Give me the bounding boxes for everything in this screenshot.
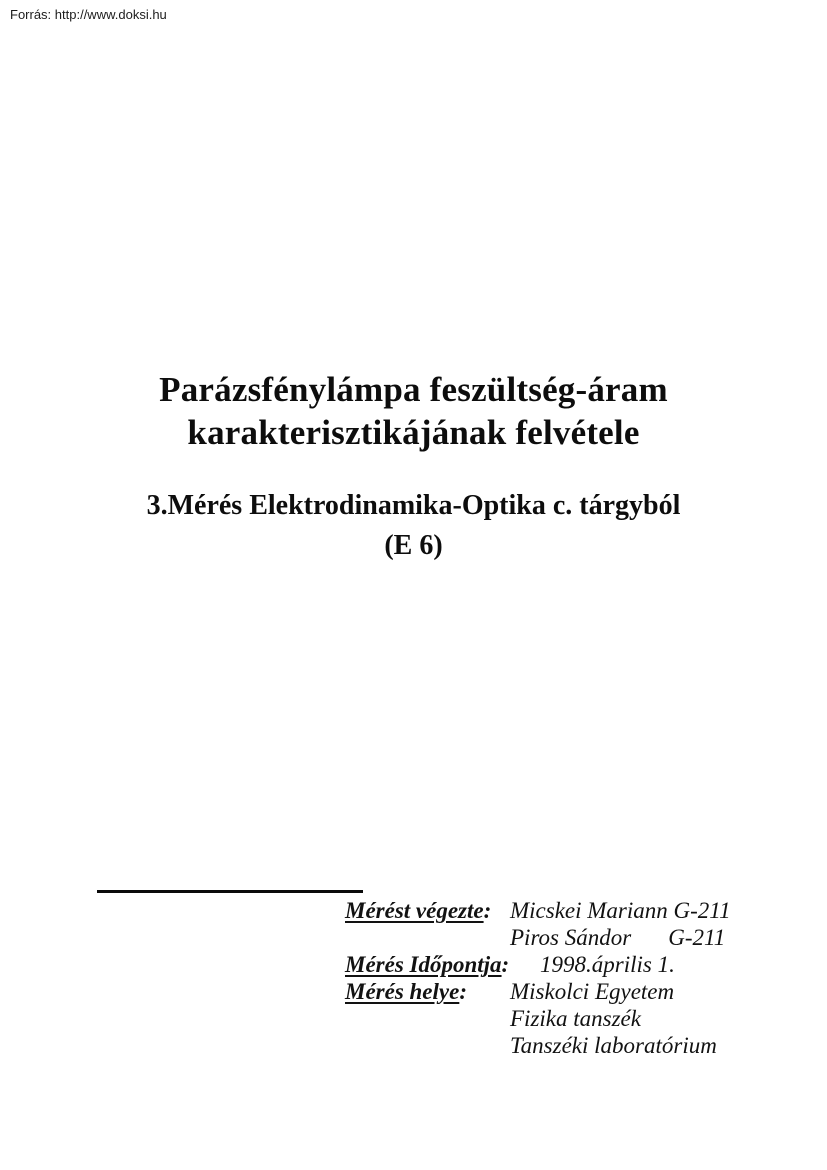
credit-value-location-laboratory: Tanszéki laboratórium: [510, 1033, 717, 1058]
credit-row-performed-by: [345, 897, 805, 924]
page-subtitle: [0, 486, 827, 566]
credit-row-department: [345, 1005, 805, 1032]
credit-value-performer-2-name: Piros Sándor: [510, 925, 632, 950]
credit-value-performer-2-group: G-211: [668, 925, 726, 950]
page-subtitle-line-2: (E 6): [384, 530, 443, 561]
credit-label-cell: [345, 897, 510, 924]
credit-value-location-department: Fizika tanszék: [510, 1006, 641, 1031]
credit-value-performer-1: Micskei Mariann G-211: [510, 898, 731, 923]
credit-row-location: [345, 978, 805, 1005]
page-title: [0, 368, 827, 454]
page-subtitle-line-1: 3.Mérés Elektrodinamika-Optika c. tárgyból: [146, 490, 681, 521]
signature-rule: [97, 890, 363, 893]
page-title-line-2: karakterisztikájának felvétele: [187, 413, 640, 452]
credit-value-date: 1998.április 1.: [540, 952, 675, 977]
credit-row-performer-2: [345, 924, 805, 951]
credit-colon: :: [501, 952, 510, 977]
credit-row-laboratory: [345, 1032, 805, 1059]
page-title-line-1: Parázsfénylámpa feszültség-áram: [159, 370, 668, 409]
credit-label-cell: [345, 951, 510, 978]
credit-label-location: Mérés helye: [345, 979, 460, 1004]
credit-label-date: Mérés Időpontja: [345, 952, 502, 977]
credit-row-date: [345, 951, 805, 978]
source-note: Forrás: http://www.doksi.hu: [10, 7, 167, 22]
credits-block: [345, 897, 805, 1059]
credit-label-performed-by: Mérést végezte: [345, 898, 484, 923]
credit-colon: :: [483, 898, 492, 923]
credit-value-location-university: Miskolci Egyetem: [510, 979, 675, 1004]
credit-colon: :: [459, 979, 467, 1004]
credit-label-cell: [345, 978, 510, 1005]
